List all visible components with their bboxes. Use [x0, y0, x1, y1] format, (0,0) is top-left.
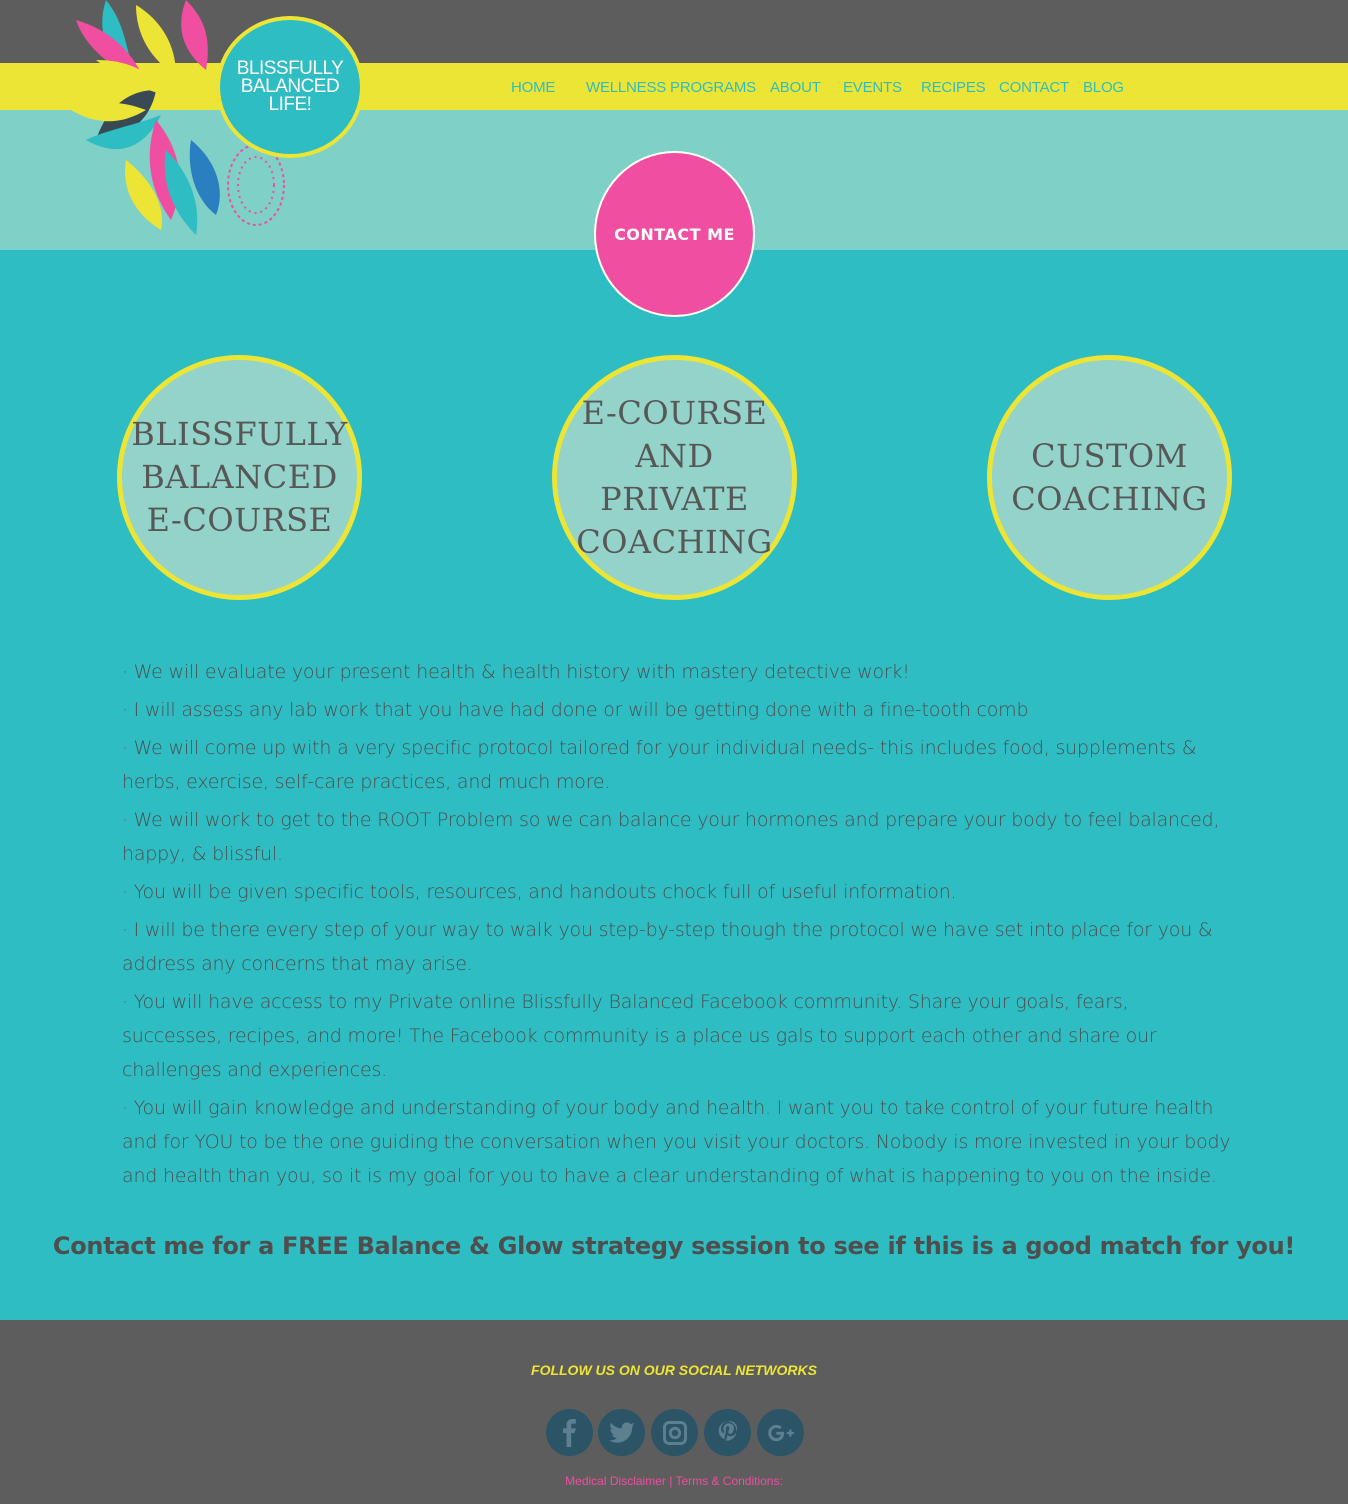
program-ecourse[interactable] — [117, 355, 362, 600]
list-item: · You will gain knowledge and understanding of your body and health. I want you to take control of your future health and for YOU to be the one guiding the conversation when you visit your doctors. Nobody is more invested in your body and health than you, so it is my goal for you to have a clear understanding of what is happening to you on the inside. — [122, 1097, 1231, 1187]
program-title: E-COURSE AND PRIVATE COACHING — [576, 393, 773, 561]
nav-recipes[interactable]: RECIPES — [921, 79, 986, 96]
list-item: · We will work to get to the ROOT Problem so we can balance your hormones and prepare your body to feel balanced, happy, & blissful. — [122, 809, 1220, 865]
medical-disclaimer-link[interactable]: Medical Disclaimer — [565, 1474, 666, 1488]
program-custom-coaching[interactable] — [987, 355, 1232, 600]
nav-wellness-programs[interactable]: WELLNESS PROGRAMS — [586, 79, 756, 96]
logo-text-line: LIFE! — [268, 94, 312, 115]
twitter-icon[interactable] — [598, 1409, 645, 1456]
nav-blog[interactable]: BLOG — [1083, 79, 1124, 96]
pinterest-icon[interactable] — [704, 1409, 751, 1456]
logo-text-line: BALANCED — [240, 76, 340, 97]
program-title: BLISSFULLY BALANCED E-COURSE — [131, 415, 348, 539]
program-title: CUSTOM COACHING — [1011, 436, 1208, 518]
program-ecourse-private-coaching[interactable] — [552, 355, 797, 600]
nav-contact[interactable]: CONTACT — [999, 79, 1069, 96]
nav-events[interactable]: EVENTS — [843, 79, 902, 96]
list-item: · I will assess any lab work that you have had done or will be getting done with a fine-tooth comb — [122, 699, 1029, 721]
facebook-icon[interactable] — [546, 1409, 593, 1456]
benefits-list — [122, 655, 1232, 1197]
cta-heading: Contact me for a FREE Balance & Glow strategy session to see if this is a good match for you! — [52, 1232, 1296, 1260]
nav-home[interactable]: HOME — [511, 79, 556, 96]
follow-heading: FOLLOW US ON OUR SOCIAL NETWORKS — [531, 1362, 817, 1378]
nav-about[interactable]: ABOUT — [770, 79, 821, 96]
google-plus-icon[interactable] — [757, 1409, 804, 1456]
legal-links — [0, 1474, 1348, 1488]
list-item: · You will be given specific tools, resources, and handouts chock full of useful information. — [122, 881, 957, 903]
contact-me-button[interactable]: CONTACT ME — [594, 151, 755, 317]
list-item: · We will evaluate your present health & health history with mastery detective work! — [122, 661, 910, 683]
logo-text-line: BLISSFULLY — [236, 58, 344, 79]
terms-link[interactable]: Terms & Conditions: — [675, 1474, 783, 1488]
list-item: · We will come up with a very specific protocol tailored for your individual needs- this includes food, supplements & herbs, exercise, self-care practices, and much more. — [122, 737, 1197, 793]
instagram-icon[interactable] — [651, 1409, 698, 1456]
site-logo[interactable] — [216, 16, 364, 158]
list-item: · You will have access to my Private online Blissfully Balanced Facebook community. Share your goals, fears, successes, recipes, and more! The Facebook community is a place us gals to support each other and share our challenges and experiences. — [122, 991, 1157, 1081]
legal-separator: | — [665, 1474, 676, 1488]
list-item: · I will be there every step of your way to walk you step-by-step though the protocol we have set into place for you & address any concerns that may arise. — [122, 919, 1213, 975]
